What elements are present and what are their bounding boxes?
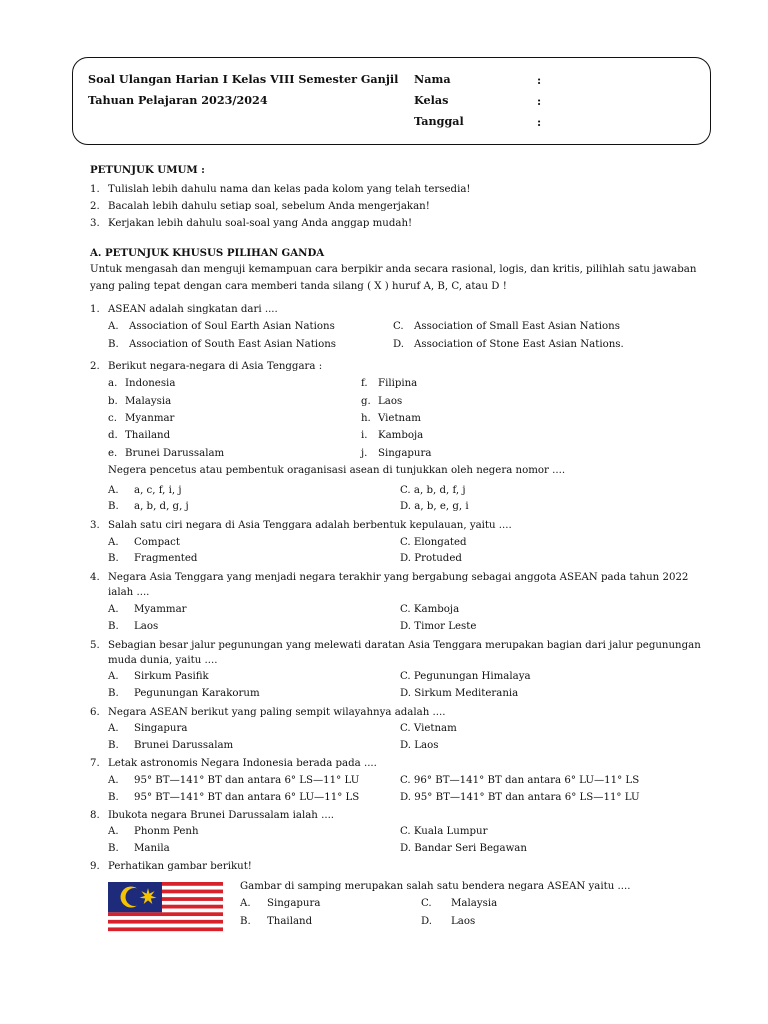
q9-option-c: Malaysia: [451, 898, 498, 909]
q2-option-d: D. a, b, e, g, i: [400, 501, 469, 512]
q5-option-b-letter: B.: [108, 688, 119, 699]
petunjuk-num-1: 1.: [90, 184, 100, 195]
q7-option-c: C. 96° BT—141° BT dan antara 6° LU—11° LS: [400, 775, 640, 786]
q1-option-b-letter: B.: [108, 339, 119, 350]
q6-option-a-letter: A.: [108, 723, 119, 734]
q9-number: 9.: [90, 861, 100, 872]
q2-list-e-letter: e.: [108, 448, 118, 459]
q2-list-b: Malaysia: [125, 396, 172, 407]
q3-option-a-letter: A.: [108, 537, 119, 548]
q8-text: Ibukota negara Brunei Darussalam ialah ....: [108, 810, 335, 821]
q7-option-b: 95° BT—141° BT dan antara 6° LU—11° LS: [134, 792, 360, 803]
q8-option-b-letter: B.: [108, 843, 119, 854]
q3-option-d: D. Protuded: [400, 553, 462, 564]
q8-option-c: C. Kuala Lumpur: [400, 826, 488, 837]
q1-option-d-letter: D.: [393, 339, 405, 350]
q1-option-d: Association of Stone East Asian Nations.: [414, 339, 624, 350]
q7-number: 7.: [90, 758, 100, 769]
q2-list-g-letter: g.: [361, 396, 371, 407]
petunjuk-text-3: Kerjakan lebih dahulu soal-soal yang Anda anggap mudah!: [108, 218, 413, 229]
q2-list-g: Laos: [378, 396, 403, 407]
q5-text: Sebagian besar jalur pegunungan yang melewati daratan Asia Tenggara merupakan bagian dari jalur pegunungan: [108, 640, 701, 651]
q9-text: Perhatikan gambar berikut!: [108, 861, 252, 872]
flag-stripe: [108, 916, 223, 920]
q2-list-h: Vietnam: [378, 413, 421, 424]
q1-option-c-letter: C.: [393, 321, 404, 332]
kelas-colon: :: [537, 94, 542, 108]
petunjuk-num-3: 3.: [90, 218, 100, 229]
q4-option-b-letter: B.: [108, 621, 119, 632]
q1-option-b: Association of South East Asian Nations: [129, 339, 337, 350]
q2-list-h-letter: h.: [361, 413, 371, 424]
tanggal-label: Tanggal: [414, 114, 464, 128]
q2-list-d: Thailand: [125, 430, 171, 441]
petunjuk-num-2: 2.: [90, 201, 100, 212]
q4-option-d: D. Timor Leste: [400, 621, 477, 632]
q4-option-c: C. Kamboja: [400, 604, 460, 615]
q9-option-d-letter: D.: [421, 916, 433, 927]
petunjuk-umum-title: PETUNJUK UMUM :: [90, 164, 205, 176]
q7-option-d: D. 95° BT—141° BT dan antara 6° LS—11° LU: [400, 792, 640, 803]
flag-stripe: [108, 927, 223, 931]
malaysia-flag-image: [108, 882, 223, 935]
q5-number: 5.: [90, 640, 100, 651]
q8-option-a-letter: A.: [108, 826, 119, 837]
flag-icon: [108, 882, 223, 935]
q1-number: 1.: [90, 304, 100, 315]
q5-option-c: C. Pegunungan Himalaya: [400, 671, 531, 682]
q9-option-b: Thailand: [267, 916, 313, 927]
q6-option-a: Singapura: [134, 723, 188, 734]
q1-text: ASEAN adalah singkatan dari ....: [108, 304, 278, 315]
q2-number: 2.: [90, 361, 100, 372]
q6-option-b: Brunei Darussalam: [134, 740, 234, 751]
q2-list-c-letter: c.: [108, 413, 117, 424]
flag-stripe: [108, 931, 223, 935]
section-a-intro-line1: Untuk mengasah dan menguji kemampuan cara berpikir anda secara rasional, logis, dan kritis, pilihlah satu jawaban: [90, 264, 697, 275]
q8-option-a: Phonm Penh: [134, 826, 199, 837]
q3-option-a: Compact: [134, 537, 180, 548]
q6-option-b-letter: B.: [108, 740, 119, 751]
q4-number: 4.: [90, 572, 100, 583]
q9-option-d: Laos: [451, 916, 476, 927]
q2-option-b-letter: B.: [108, 501, 119, 512]
q1-option-c: Association of Small East Asian Nations: [414, 321, 620, 332]
q2-list-c: Myanmar: [125, 413, 175, 424]
nama-colon: :: [537, 73, 542, 87]
q2-list-i: Kamboja: [378, 430, 424, 441]
q2-list-j-letter: j.: [361, 448, 368, 459]
flag-stripe: [108, 920, 223, 924]
q2-list-a-letter: a.: [108, 378, 118, 389]
q2-question: Negera pencetus atau pembentuk oraganisasi asean di tunjukkan oleh negera nomor ....: [108, 465, 566, 476]
crescent-icon: [126, 888, 144, 906]
exam-title-line1: Soal Ulangan Harian I Kelas VIII Semester Ganjil: [88, 72, 399, 86]
q9-option-a: Singapura: [267, 898, 321, 909]
tanggal-colon: :: [537, 115, 542, 129]
section-a-title: A. PETUNJUK KHUSUS PILIHAN GANDA: [90, 247, 325, 259]
q6-text: Negara ASEAN berikut yang paling sempit wilayahnya adalah ....: [108, 707, 446, 718]
q9-option-b-letter: B.: [240, 916, 251, 927]
q7-text: Letak astronomis Negara Indonesia berada pada ....: [108, 758, 377, 769]
q4-option-a-letter: A.: [108, 604, 119, 615]
q7-option-b-letter: B.: [108, 792, 119, 803]
q7-option-a-letter: A.: [108, 775, 119, 786]
q9-option-a-letter: A.: [240, 898, 251, 909]
q3-number: 3.: [90, 520, 100, 531]
q5-text-line2: muda dunia, yaitu ....: [108, 655, 218, 666]
q3-option-b-letter: B.: [108, 553, 119, 564]
q2-option-b: a, b, d, g, j: [134, 501, 189, 512]
q7-option-a: 95° BT—141° BT dan antara 6° LS—11° LU: [134, 775, 360, 786]
q5-option-a: Sirkum Pasifik: [134, 671, 209, 682]
flag-stripe: [108, 924, 223, 928]
petunjuk-text-2: Bacalah lebih dahulu setiap soal, sebelum Anda mengerjakan!: [108, 201, 430, 212]
q4-option-b: Laos: [134, 621, 159, 632]
q2-list-b-letter: b.: [108, 396, 118, 407]
q9-question: Gambar di samping merupakan salah satu bendera negara ASEAN yaitu ....: [240, 881, 631, 892]
q8-number: 8.: [90, 810, 100, 821]
q2-list-f: Filipina: [378, 378, 418, 389]
q8-option-b: Manila: [134, 843, 170, 854]
q6-option-c: C. Vietnam: [400, 723, 457, 734]
q5-option-d: D. Sirkum Mediterania: [400, 688, 519, 699]
q5-option-a-letter: A.: [108, 671, 119, 682]
q1-option-a: Association of Soul Earth Asian Nations: [129, 321, 335, 332]
q4-text: Negara Asia Tenggara yang menjadi negara terakhir yang bergabung sebagai anggota ASEAN pada tahun 2022: [108, 572, 689, 583]
q9-option-c-letter: C.: [421, 898, 432, 909]
q3-option-c: C. Elongated: [400, 537, 467, 548]
q2-list-e: Brunei Darussalam: [125, 448, 225, 459]
q2-option-a-letter: A.: [108, 485, 119, 496]
q4-text-line2: ialah ....: [108, 587, 150, 598]
q6-number: 6.: [90, 707, 100, 718]
q5-option-b: Pegunungan Karakorum: [134, 688, 260, 699]
q8-option-d: D. Bandar Seri Begawan: [400, 843, 527, 854]
q2-option-c: C. a, b, d, f, j: [400, 485, 466, 496]
q2-list-i-letter: i.: [361, 430, 368, 441]
q1-option-a-letter: A.: [108, 321, 119, 332]
q2-text: Berikut negara-negara di Asia Tenggara :: [108, 361, 323, 372]
q2-list-a: Indonesia: [125, 378, 176, 389]
q3-text: Salah satu ciri negara di Asia Tenggara adalah berbentuk kepulauan, yaitu ....: [108, 520, 512, 531]
petunjuk-text-1: Tulislah lebih dahulu nama dan kelas pada kolom yang telah tersedia!: [108, 184, 471, 195]
section-a-intro-line2: yang paling tepat dengan cara memberi tanda silang ( X ) huruf A, B, C, atau D !: [90, 281, 507, 292]
exam-title-line2: Tahuan Pelajaran 2023/2024: [88, 93, 268, 107]
q2-list-j: Singapura: [378, 448, 432, 459]
kelas-label: Kelas: [414, 93, 449, 107]
flag-stripe: [108, 912, 223, 916]
q4-option-a: Myammar: [134, 604, 187, 615]
nama-label: Nama: [414, 72, 451, 86]
q2-list-d-letter: d.: [108, 430, 118, 441]
q2-list-f-letter: f.: [361, 378, 368, 389]
q2-option-a: a, c, f, i, j: [134, 485, 182, 496]
q6-option-d: D. Laos: [400, 740, 439, 751]
q3-option-b: Fragmented: [134, 553, 198, 564]
